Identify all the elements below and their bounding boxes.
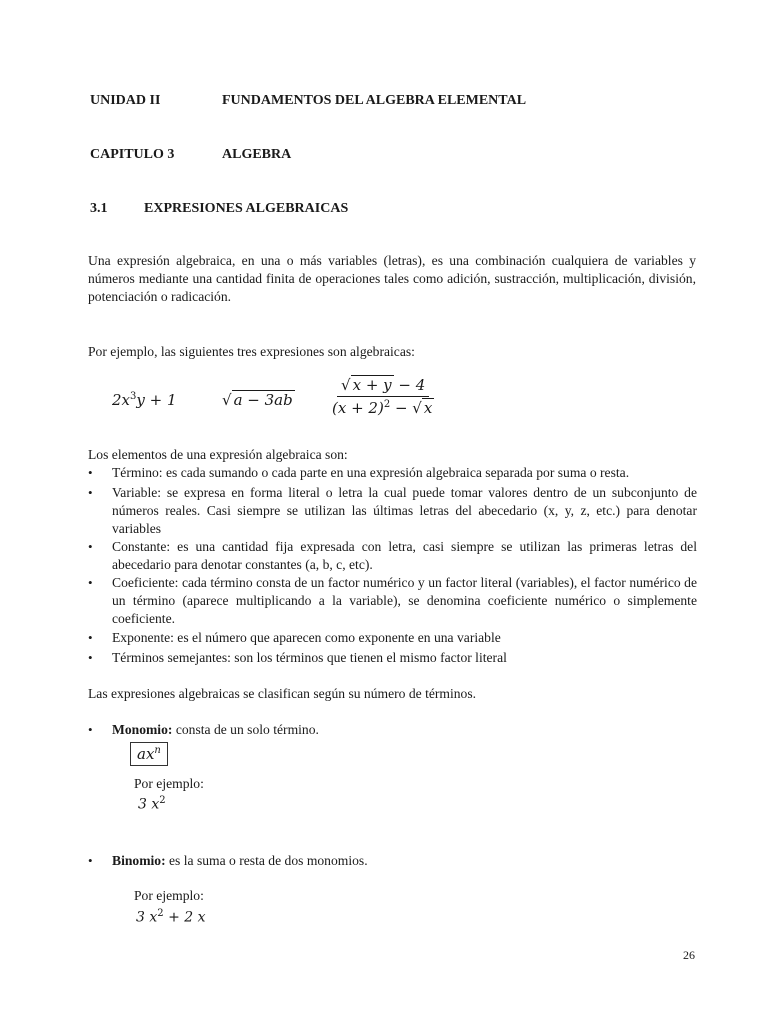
monomio-example-label: Por ejemplo: — [134, 776, 204, 791]
list-item-variable: Variable: se expresa en forma literal o letra la cual puede tomar valores dentro de un subconjunto de números reales. Casi siempre se utilizan las últimas letras del abecedario (x, y, z, etc.) para denotar variables — [112, 485, 697, 536]
bullet-icon: • — [88, 465, 93, 480]
bullet-icon: • — [88, 575, 93, 590]
monomio-example: 3 $x^2$ — [138, 795, 166, 813]
bullet-icon: • — [88, 853, 93, 868]
bullet-icon: • — [88, 539, 93, 554]
list-item-termino: Término: es cada sumando o cada parte en una expresión algebraica separada por suma o resta. — [112, 465, 630, 480]
unit-label: UNIDAD II — [90, 93, 161, 108]
binomio-definition: Binomio: es la suma o resta de dos monomios. — [112, 853, 368, 868]
binomio-label: Binomio: — [112, 853, 166, 868]
bullet-icon: • — [88, 650, 93, 665]
classification-text: Las expresiones algebraicas se clasifican según su número de términos. — [88, 686, 477, 701]
monomio-formula-box: $ax^n$ — [130, 742, 168, 766]
chapter-label: CAPITULO 3 — [90, 147, 175, 162]
list-item-coeficiente: Coeficiente: cada término consta de un factor numérico y un factor literal (variables), el factor numérico de un término (aparece multiplicando a la variable), se denomina coeficiente numérico o simplemente coeficiente. — [112, 575, 697, 626]
example-expression-1: $2x^3y + 1$ — [112, 391, 177, 409]
example-expression-3: $\frac{√ x + y - 4}{(x + 2)^2 - √ x}$ — [332, 376, 433, 417]
bullet-icon: • — [88, 722, 93, 737]
list-item-exponente: Exponente: es el número que aparecen como exponente en una variable — [112, 630, 501, 645]
bullet-icon: • — [88, 485, 93, 500]
intro-paragraph: Una expresión algebraica, en una o más variables (letras), es una combinación cualquiera de variables y números mediante una cantidad finita de operaciones tales como adición, sustracción, multiplicación, división, potenciación o radicación. — [88, 253, 696, 304]
list-item-constante: Constante: es una cantidad fija expresada con letra, casi siempre se utilizan las primeras letras del abecedario para denotar constantes (a, b, c, etc). — [112, 539, 697, 572]
monomio-label: Monomio: — [112, 722, 173, 737]
elements-intro: Los elementos de una expresión algebraica son: — [88, 447, 348, 462]
binomio-example-label: Por ejemplo: — [134, 888, 204, 903]
binomio-example: 3 $x^2 + 2$ x — [136, 908, 206, 926]
list-item-terminos-semejantes: Términos semejantes: son los términos que tienen el mismo factor literal — [112, 650, 507, 665]
unit-title: FUNDAMENTOS DEL ALGEBRA ELEMENTAL — [222, 93, 527, 108]
example-intro: Por ejemplo, las siguientes tres expresiones son algebraicas: — [88, 344, 415, 359]
bullet-icon: • — [88, 630, 93, 645]
page-number: 26 — [683, 948, 695, 962]
example-expression-2: √ a − 3ab — [222, 391, 293, 409]
section-number: 3.1 — [90, 201, 108, 216]
monomio-definition: Monomio: consta de un solo término. — [112, 722, 319, 737]
section-title: EXPRESIONES ALGEBRAICAS — [144, 201, 349, 216]
chapter-title: ALGEBRA — [222, 147, 292, 162]
